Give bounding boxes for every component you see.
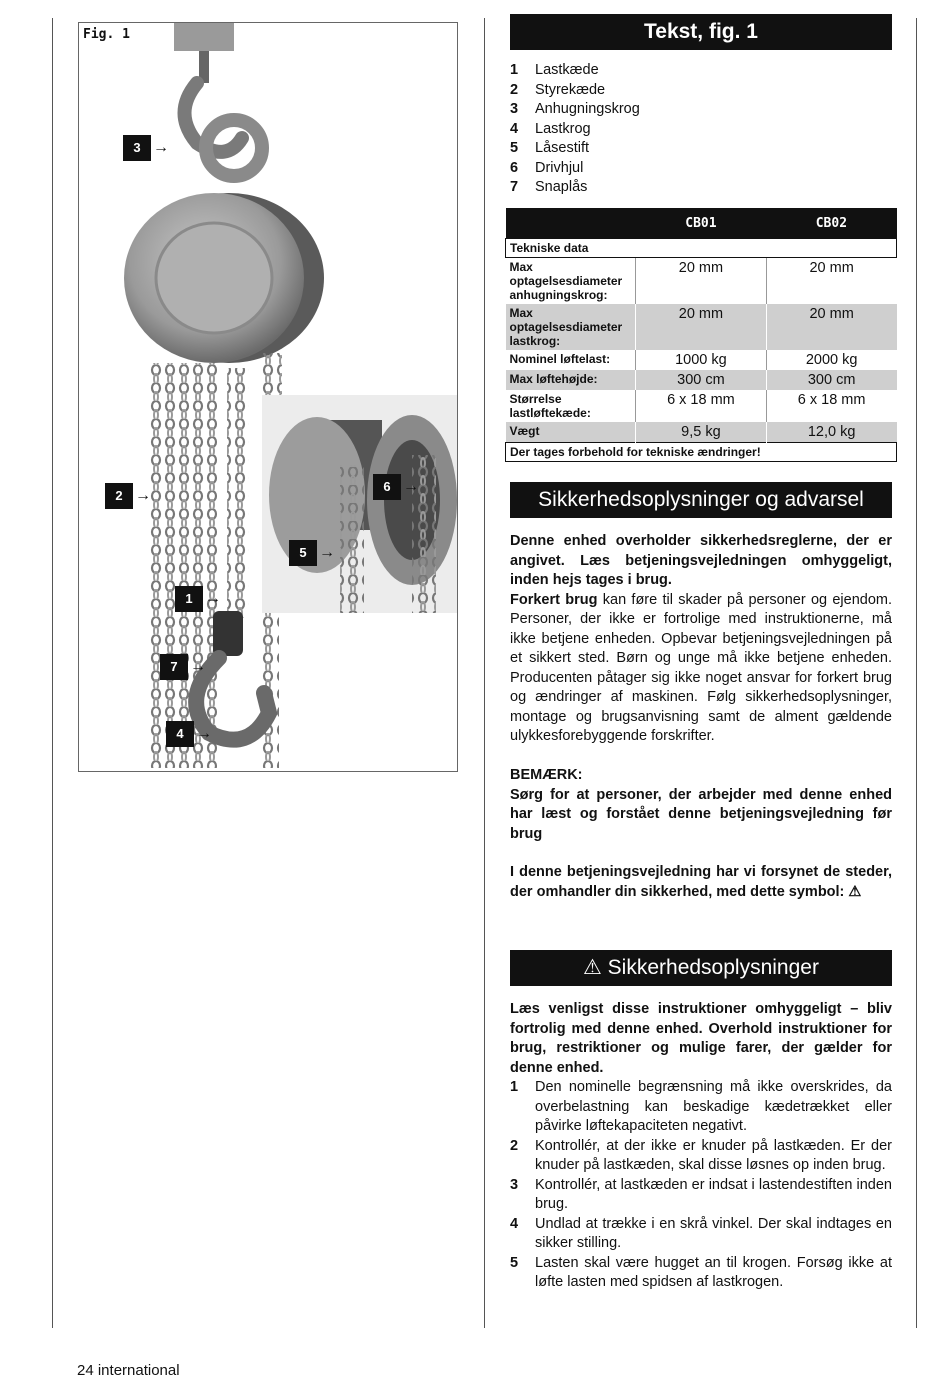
- item-number: 5: [510, 140, 519, 156]
- arrow-right-icon: →: [319, 544, 335, 561]
- list-item: [510, 1254, 892, 1293]
- part-list: [510, 62, 892, 199]
- list-item: [510, 82, 892, 102]
- table-row: [506, 350, 897, 370]
- note-title: BEMÆRK:: [510, 767, 583, 783]
- table-cell: 300 cm: [766, 370, 896, 390]
- item-number: 4: [510, 120, 519, 137]
- table-section-label: Tekniske data: [506, 239, 897, 258]
- table-cell: 6 x 18 mm: [636, 390, 767, 422]
- item-text: Låsestift: [535, 140, 589, 156]
- table-header-row: [506, 208, 897, 239]
- arrow-right-icon: →: [153, 139, 169, 156]
- arrow-right-icon: →: [196, 725, 212, 742]
- center-divider-line: [484, 18, 485, 1328]
- table-header-blank: [506, 208, 636, 239]
- table-header-cb02: CB02: [766, 208, 896, 239]
- callout-6: 6: [373, 474, 401, 500]
- step-number: 3: [510, 1176, 519, 1193]
- safety-info-intro: [510, 1000, 892, 1078]
- step-number: 2: [510, 1137, 519, 1154]
- safety-info-intro-text: Læs venligst disse instruktioner omhyggeligt – bliv fortrolig med denne enhed. Overhold instruktioner for brug, restriktioner og mulige farer, der gælder for denne enhed.: [510, 1001, 892, 1076]
- list-item: [510, 160, 892, 180]
- technical-data-table: [505, 208, 897, 462]
- item-number: 3: [510, 101, 519, 117]
- arrow-right-icon: →: [135, 487, 151, 504]
- callout-7: 7: [160, 654, 188, 680]
- text-fig-heading: Tekst, fig. 1: [510, 14, 892, 50]
- symbol-note: [510, 863, 892, 902]
- step-number: 4: [510, 1215, 519, 1232]
- table-row: [506, 304, 897, 350]
- left-margin-line: [52, 18, 53, 1328]
- table-row: [506, 370, 897, 390]
- callout-1: 1: [175, 586, 203, 612]
- detail-inset: [262, 395, 458, 613]
- item-text: Lastkrog: [535, 120, 591, 137]
- right-margin-line: [916, 18, 917, 1328]
- callout-5: 5: [289, 540, 317, 566]
- table-cell: 20 mm: [766, 304, 896, 350]
- step-number: 5: [510, 1254, 519, 1271]
- misuse-text: kan føre til skader på personer og ejendom. Personer, der ikke er fortrolige med instruktionerne, må ikke betjene enheden. Opbevar betjeningsvejledningen på et sikkert sted. Børn og unge må ikke betjene enheden. Producenten påtager sig ikke noget ansvar for forkert brug og ændringer af maskinen. Følg sikkerhedsoplysninger, montage og brugsanvisning samt de alment gældende ulykkesforebyggende forskrifter.: [510, 591, 893, 744]
- arrow-right-icon: →: [403, 478, 419, 495]
- step-text: Kontrollér, at der ikke er knuder på lastkæden. Er der knuder på lastkæden, skal disse løsnes op inden brug.: [535, 1137, 892, 1173]
- step-text: Undlad at trække i en skrå vinkel. Der skal indtages en sikker stilling.: [535, 1215, 892, 1251]
- table-row-label: Nominel løftelast:: [506, 350, 636, 370]
- table-row-label: Vægt: [506, 422, 636, 443]
- arrow-right-icon: →: [205, 590, 221, 607]
- table-cell: 20 mm: [766, 258, 896, 305]
- list-item: [510, 1176, 892, 1215]
- table-row-label: Størrelse lastløftekæde:: [506, 390, 636, 422]
- step-text: Lasten skal være hugget an til krogen. Forsøg ikke at løfte lasten med spidsen af lastkrogen.: [535, 1254, 892, 1290]
- table-cell: 2000 kg: [766, 350, 896, 370]
- list-item: [510, 179, 892, 199]
- table-row-label: Max løftehøjde:: [506, 370, 636, 390]
- list-item: [510, 1137, 892, 1176]
- step-text: Kontrollér, at lastkæden er indsat i lastendestiften inden brug.: [535, 1176, 892, 1212]
- table-header-cb01: CB01: [636, 208, 767, 239]
- page-footer: 24 international: [77, 1362, 180, 1379]
- table-cell: 12,0 kg: [766, 422, 896, 443]
- step-text: Den nominelle begrænsning må ikke overskrides, da overbelastning kan beskadige kædetrækket eller påvirke løftekapaciteten negativt.: [535, 1079, 892, 1134]
- list-item: [510, 121, 892, 141]
- table-row-label: Max optagelsesdiameter anhugningskrog:: [506, 258, 636, 305]
- callout-3: 3: [123, 135, 151, 161]
- safety-intro-text: Denne enhed overholder sikkerhedsreglerne, der er angivet. Læs betjeningsvejledningen omhyggeligt, inden hejs tages i brug.: [510, 533, 892, 588]
- table-cell: 300 cm: [636, 370, 767, 390]
- item-text: Snaplås: [535, 179, 588, 195]
- table-row: [506, 390, 897, 422]
- item-number: 2: [510, 81, 519, 98]
- table-cell: 1000 kg: [636, 350, 767, 370]
- table-cell: 20 mm: [636, 304, 767, 350]
- table-row: [506, 258, 897, 305]
- item-text: Anhugningskrog: [535, 101, 640, 117]
- table-cell: 6 x 18 mm: [766, 390, 896, 422]
- item-text: Drivhjul: [535, 159, 584, 176]
- list-item: [510, 1215, 892, 1254]
- note-block: [510, 766, 892, 844]
- table-row: [506, 422, 897, 443]
- safety-intro: [510, 532, 892, 747]
- table-row-label: Max optagelsesdiameter lastkrog:: [506, 304, 636, 350]
- chain-hoist-figure: [78, 22, 458, 772]
- callout-2: 2: [105, 483, 133, 509]
- item-text: Lastkæde: [535, 62, 599, 78]
- list-item: [510, 140, 892, 160]
- item-number: 7: [510, 179, 519, 195]
- safety-info-heading: ⚠ Sikkerhedsoplysninger: [510, 950, 892, 986]
- arrow-right-icon: →: [190, 658, 206, 675]
- figure-label: Fig. 1: [83, 27, 130, 42]
- symbol-note-text: I denne betjeningsvejledning har vi forsynet de steder, der omhandler din sikkerhed, med dette symbol: ⚠: [510, 864, 892, 900]
- table-cell: 20 mm: [636, 258, 767, 305]
- item-number: 6: [510, 159, 519, 176]
- note-text: Sørg for at personer, der arbejder med denne enhed har læst og forstået denne betjeningsvejledning før brug: [510, 786, 892, 842]
- safety-steps: [510, 1078, 892, 1293]
- item-text: Styrekæde: [535, 81, 606, 98]
- list-item: [510, 1078, 892, 1137]
- table-cell: 9,5 kg: [636, 422, 767, 443]
- step-number: 1: [510, 1079, 519, 1095]
- item-number: 1: [510, 62, 519, 78]
- safety-heading: Sikkerhedsoplysninger og advarsel: [510, 482, 892, 518]
- misuse-lead: Forkert brug: [510, 591, 598, 608]
- table-section-row: [506, 239, 897, 258]
- table-note: Der tages forbehold for tekniske ændringer!: [506, 443, 897, 462]
- table-note-row: [506, 443, 897, 462]
- callout-4: 4: [166, 721, 194, 747]
- drive-wheel-detail-illustration: [262, 395, 458, 613]
- list-item: [510, 101, 892, 121]
- list-item: [510, 62, 892, 82]
